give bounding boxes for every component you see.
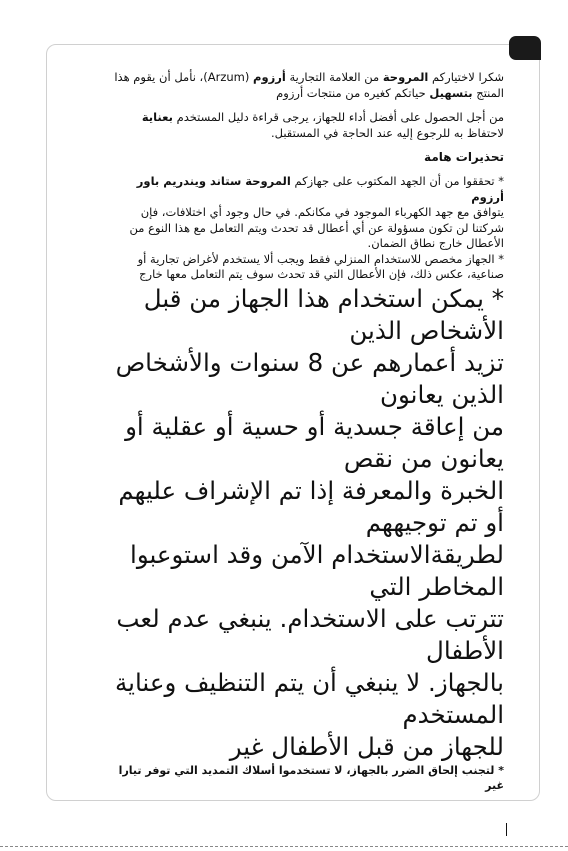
- big-warning-line-6: تترتب على الاستخدام. ينبغي عدم لعب الأطفال: [116, 603, 504, 665]
- warning-1-line-1: * تحققوا من أن الجهد المكتوب على جهازكم المروحة ستاند ويندريم باور أرزوم: [136, 174, 504, 204]
- big-warning-line-1: * يمكن استخدام هذا الجهاز من قبل الأشخاص الذين: [143, 283, 504, 345]
- warning-1-line-4: الأعطال خارج نطاق الضمان.: [367, 236, 504, 250]
- warning-2-line-2: صناعية، عكس ذلك، فإن الأعطال التي قد تحدث سوف يتم التعامل معها خارج: [139, 267, 504, 281]
- page-number-mark: [506, 823, 507, 836]
- intro-line-2: المنتج بتسهيل حياتكم كغيره من منتجات أرزوم: [276, 85, 504, 100]
- intro-line-1: شكرا لاختياركم المروحة من العلامة التجارية أرزوم (Arzum)، نأمل أن يقوم هذا: [114, 70, 504, 84]
- read-manual-line-1: من أجل الحصول على أفضل أداء للجهاز، يرجى قراءة دليل المستخدم بعناية: [141, 110, 504, 124]
- warning-1-line-3: شركتنا لن تكون مسؤولة عن أي أعطال قد تحدث ويتم التعامل مع هذا النوع من: [129, 220, 504, 235]
- big-warning-line-4: الخبرة والمعرفة إذا تم الإشراف عليهم أو تم توجيههم: [118, 475, 504, 537]
- read-manual-line-2: لاحتفاظ به للرجوع إليه عند الحاجة في المستقبل.: [270, 125, 504, 140]
- warning-1-line-2: يتوافق مع جهد الكهرباء الموجود في مكانكم. في حال وجود أي اختلافات، فإن: [140, 205, 504, 219]
- big-warning-line-5: لطريقةالاستخدام الآمن وقد استوعبوا المخاطر التي: [130, 539, 504, 601]
- warning-2-line-1: * الجهاز مخصص للاستخدام المنزلي فقط ويجب ألا يستخدم لأغراض تجارية أو: [137, 251, 504, 266]
- big-warning-line-2: تزيد أعمارهم عن 8 سنوات والأشخاص الذين يعانون: [115, 347, 504, 409]
- big-warning-line-8: للجهاز من قبل الأطفال غير: [229, 731, 504, 761]
- warnings-heading: تحذيرات هامة: [424, 150, 504, 164]
- big-warning-line-3: من إعاقة جسدية أو حسية أو عقلية أو يعانون من نقص: [125, 411, 504, 473]
- language-tab-marker: [509, 36, 541, 60]
- big-warning-line-7: بالجهاز. لا ينبغي أن يتم التنظيف وعناية المستخدم: [115, 667, 504, 729]
- trim-line: [0, 846, 568, 847]
- manual-content: [108, 70, 504, 793]
- extension-cord-warning: * لتجنب إلحاق الضرر بالجهاز، لا تستخدموا أسلاك التمديد التي توفر تيارا غير: [118, 763, 504, 792]
